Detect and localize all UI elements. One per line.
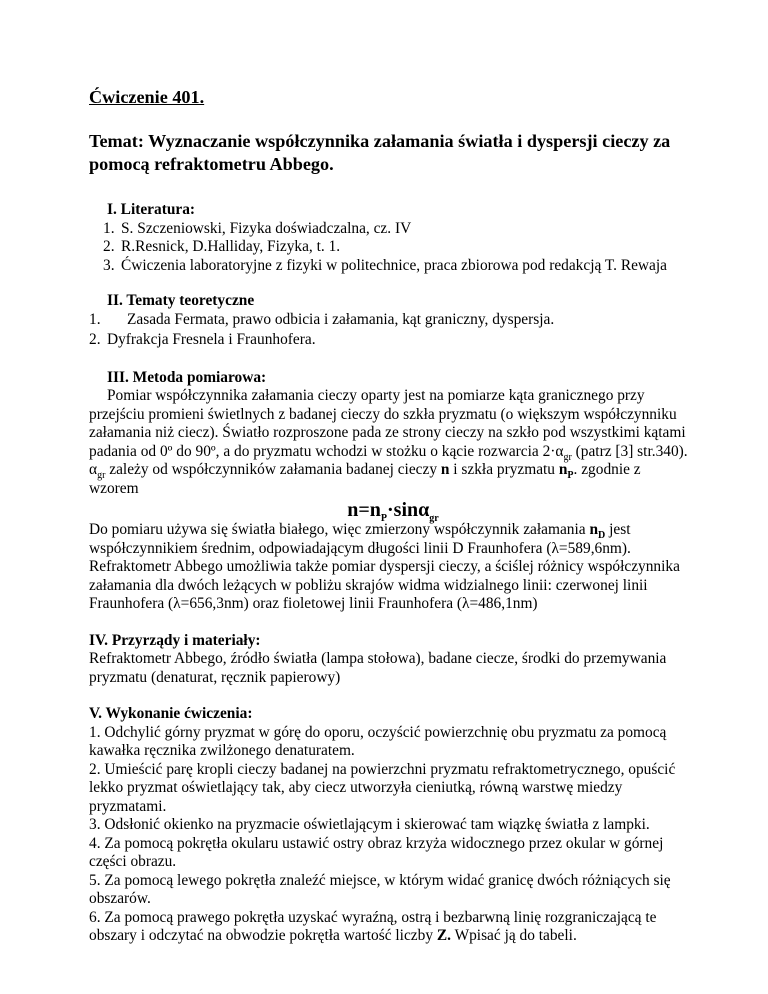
equipment-section [89, 632, 689, 688]
procedure-text: 6. Za pomocą prawego pokrętła uzyskać wyraźną, ostrą i bezbarwną linię rozgraniczającą te obszary i odczytać na obwodzie pokrętła wartość liczby [89, 908, 657, 944]
procedure-step: 1. Odchylić górny pryzmat w górę do oporu, oczyścić powierzchnię obu pryzmatu za pomocą kawałka ręcznika zwilżonego denaturatem. [89, 723, 667, 759]
symbol-nd: n [589, 521, 599, 538]
literature-item-text: S. Szczeniowski, Fizyka doświadczalna, cz. IV [121, 219, 412, 237]
symbol-z: Z. [436, 927, 451, 944]
refraction-formula [89, 499, 689, 524]
exercise-topic: Temat: Wyznaczanie współczynnika załamania światła i dyspersji cieczy za pomocą refraktometru Abbego. [89, 131, 671, 174]
subscript: D [598, 530, 606, 542]
method-text: . zgodnie z wzorem [89, 461, 641, 497]
subscript: gr [563, 451, 572, 463]
theory-list [89, 311, 689, 350]
method-text: i szkła pryzmatu [449, 461, 559, 478]
literature-section [89, 201, 689, 275]
literature-list [103, 219, 689, 276]
method-text: jest współczynnikiem średnim, odpowiadającym długości linii D Fraunhofera (λ=589,6nm). Refraktometr Abbego umożliwia także pomiar dyspersji cieczy, a ściślej różnicy współczynnika załamania dla dwóch leżących w pobliżu skrajów widma widzialnego linii: czerwonej linii Fraunhofera (λ=656,3nm) oraz fioletowej linii Fraunhofera (λ=486,1nm) [89, 521, 680, 612]
theory-heading: II. Tematy teoretyczne [107, 292, 255, 309]
equipment-heading: IV. Przyrządy i materiały: [89, 631, 261, 649]
literature-item [103, 238, 689, 257]
literature-item-text: Ćwiczenia laboratoryjne z fizyki w politechnice, praca zbiorowa pod redakcją T. Rewaja [121, 256, 667, 274]
method-section [89, 369, 689, 614]
method-heading: III. Metoda pomiarowa: [107, 368, 267, 386]
literature-item-number: 3. [103, 256, 115, 274]
theory-section [89, 292, 689, 350]
theory-item-number: 1. [89, 310, 101, 328]
theory-item [89, 311, 689, 330]
literature-item [103, 256, 689, 276]
formula-subscript: P [380, 513, 387, 524]
procedure-step: 2. Umieścić parę kropli cieczy badanej na powierzchni pryzmatu refraktometrycznego, opuścić lekko pryzmat oświetlający tak, aby ciecz utworzyła cieniutką, równą warstwę miedzy pryzmatami. [89, 760, 676, 815]
theory-item-text: Zasada Fermata, prawo odbicia i załamania, kąt graniczny, dyspersja. [127, 310, 555, 328]
formula-subscript: gr [429, 513, 439, 524]
theory-item [89, 331, 689, 350]
subscript: P [567, 470, 574, 482]
procedure-text: Wpisać ją do tabeli. [451, 927, 577, 944]
literature-item-number: 2. [103, 238, 115, 255]
method-text: Pomiar współczynnika załamania cieczy oparty jest na pomiarze kąta granicznego przy przejściu promieni świetlnych z badanej cieczy do szkła pryzmatu (o większym współczynniku załamania niż ciecz). Światło rozproszone pada ze strony cieczy na szkło pod wszystkimi kątami padania od 0º do 90º, a do pryzmatu wchodzi w stożku o kącie rozwarcia 2·α [89, 387, 686, 460]
literature-item-number: 1. [103, 219, 115, 237]
procedure-step: 3. Odsłonić okienko na pryzmacie oświetlającym i skierować tam wiązkę światła z lampki. [89, 816, 650, 833]
theory-item-text: Dyfrakcja Fresnela i Fraunhofera. [107, 331, 316, 348]
symbol-n: n [440, 461, 450, 478]
subscript: gr [97, 470, 106, 482]
procedure-step [89, 909, 689, 946]
formula-part: ·sinα [387, 499, 430, 521]
method-paragraph-2 [89, 521, 689, 614]
method-paragraph-1 [89, 387, 689, 498]
procedure-step: 5. Za pomocą lewego pokrętła znaleźć miejsce, w którym widać granicę dwóch różniących się obszarów. [89, 871, 671, 907]
method-text: Do pomiaru używa się światła białego, więc zmierzony współczynnik załamania [89, 521, 590, 538]
theory-item-number: 2. [89, 331, 101, 348]
literature-item-text: R.Resnick, D.Halliday, Fizyka, t. 1. [121, 238, 341, 255]
method-text: zależy od współczynników załamania badanej cieczy [105, 461, 441, 478]
procedure-heading: V. Wykonanie ćwiczenia: [89, 705, 253, 722]
exercise-title: Ćwiczenie 401. [89, 87, 205, 107]
formula-part: n=n [347, 499, 381, 521]
literature-item [103, 219, 689, 239]
procedure-section [89, 705, 689, 946]
procedure-step: 4. Za pomocą pokrętła okularu ustawić ostry obraz krzyża widocznego przez okular w górnej części obrazu. [89, 834, 664, 870]
equipment-text: Refraktometr Abbego, źródło światła (lampa stołowa), badane ciecze, środki do przemywania pryzmatu (denaturat, ręcznik papierowy) [89, 650, 667, 686]
document-page [89, 86, 689, 946]
symbol-np: n [558, 461, 568, 478]
literature-heading: I. Literatura: [107, 201, 196, 218]
method-text: (patrz [3] str.340). α [89, 442, 688, 478]
